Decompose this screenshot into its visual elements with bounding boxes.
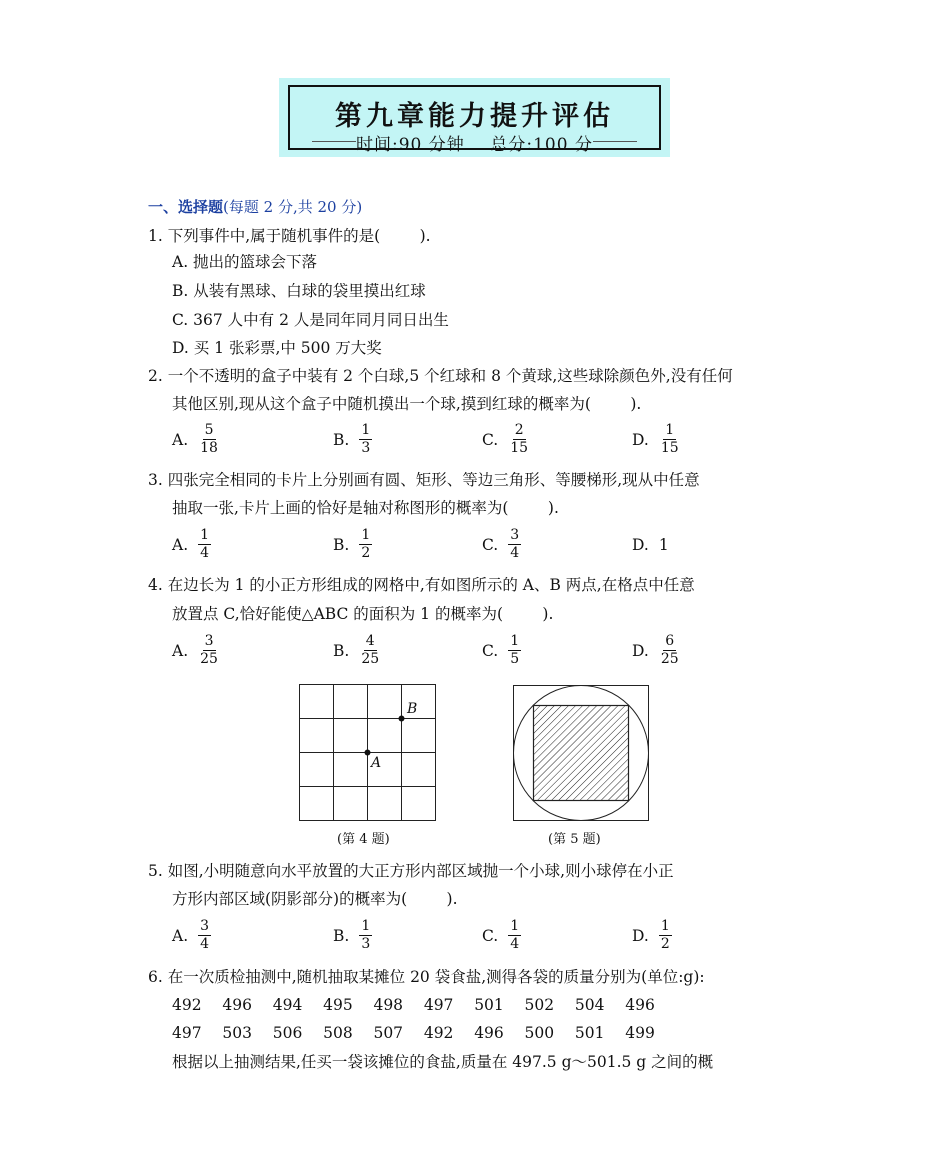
section-heading (148, 196, 362, 217)
question-4-stem-line-1: 4. 在边长为 1 的小正方形组成的网格中,有如图所示的 A、B 两点,在格点中任意 (148, 576, 695, 594)
question-3-stem-line-1: 3. 四张完全相同的卡片上分别画有圆、矩形、等边三角形、等腰梯形,现从中任意 (148, 471, 700, 489)
question-5-option-b: B. $\frac{1}{3}$ (333, 918, 371, 952)
fraction: $\frac{1}{15}$ (660, 422, 679, 456)
point-a-label: A (371, 755, 382, 771)
shaded-square (534, 706, 629, 801)
question-1-stem: 1. 下列事件中,属于随机事件的是( ). (148, 227, 431, 245)
question-3-stem-line-2: 抽取一张,卡片上画的恰好是轴对称图形的概率为( ). (172, 499, 559, 517)
question-5-option-c: C. $\frac{1}{4}$ (482, 918, 520, 952)
fraction: $\frac{3}{25}$ (200, 633, 218, 667)
question-2-stem-line-1: 2. 一个不透明的盒子中装有 2 个白球,5 个红球和 8 个黄球,这些球除颜色外,没有任何 (148, 367, 733, 385)
question-2-stem-line-2: 其他区别,现从这个盒子中随机摸出一个球,摸到红球的概率为( ). (172, 395, 642, 413)
question-6-stem-line-2: 根据以上抽测结果,任买一袋该摊位的食盐,质量在 497.5 g～501.5 g 之间的概 (172, 1053, 714, 1071)
page-subtitle: 时间:90 分钟 总分:100 分 (356, 135, 593, 155)
point-a-dot (365, 750, 371, 756)
fraction: $\frac{1}{2}$ (361, 527, 371, 561)
point-b-dot (399, 716, 405, 722)
question-4-option-b: B. $\frac{4}{25}$ (333, 633, 380, 667)
question-5-stem-line-1: 5. 如图,小明随意向水平放置的大正方形内部区域抛一个小球,则小球停在小正 (148, 862, 674, 880)
fraction: $\frac{1}{4}$ (510, 918, 520, 952)
question-5-stem-line-2: 方形内部区域(阴影部分)的概率为( ). (172, 890, 458, 908)
question-4-option-d: D. $\frac{6}{25}$ (632, 633, 679, 667)
question-2-option-c: C. $\frac{2}{15}$ (482, 422, 529, 456)
fraction: $\frac{6}{25}$ (660, 633, 679, 667)
fraction: $\frac{1}{2}$ (660, 918, 670, 952)
point-b-label: B (407, 701, 418, 717)
question-3-option-d: D. 1 (632, 536, 669, 554)
title-box (288, 85, 661, 155)
question-1-option-b: B. 从装有黑球、白球的袋里摸出红球 (172, 282, 426, 300)
question-3-option-c: C. $\frac{3}{4}$ (482, 527, 520, 561)
question-4-stem-line-2: 放置点 C,恰好能使△ABC 的面积为 1 的概率为( ). (172, 605, 554, 623)
subtitle-right-rule (593, 141, 637, 142)
fraction: $\frac{4}{25}$ (361, 633, 380, 667)
question-2-option-b: B. $\frac{1}{3}$ (333, 422, 371, 456)
fraction: $\frac{1}{3}$ (361, 422, 371, 456)
figure-5-caption: (第 5 题) (548, 832, 601, 847)
question-1-option-a: A. 抛出的篮球会下落 (172, 253, 318, 271)
fraction: $\frac{1}{5}$ (510, 633, 520, 667)
question-4-option-c: C. $\frac{1}{5}$ (482, 633, 520, 667)
fraction: $\frac{1}{4}$ (200, 527, 210, 561)
page-title: 第九章能力提升评估 (335, 101, 614, 132)
grid-figure (296, 681, 440, 825)
question-3-option-b: B. $\frac{1}{2}$ (333, 527, 371, 561)
question-1-option-c: C. 367 人中有 2 人是同年同月同日出生 (172, 311, 449, 329)
question-3-option-a: A. $\frac{1}{4}$ (172, 527, 210, 561)
title-banner (279, 78, 670, 157)
question-6-data-row-2: 497 503 506 508 507 492 496 500 501 499 (172, 1024, 655, 1042)
question-4-option-a: A. $\frac{3}{25}$ (172, 633, 218, 667)
square-circle-figure (512, 684, 652, 824)
figure-4-caption: (第 4 题) (337, 832, 390, 847)
fraction: $\frac{1}{3}$ (361, 918, 371, 952)
question-5-option-a: A. $\frac{3}{4}$ (172, 918, 210, 952)
fraction: $\frac{3}{4}$ (510, 527, 520, 561)
question-2-option-a: A. $\frac{5}{18}$ (172, 422, 218, 456)
fraction: $\frac{2}{15}$ (510, 422, 529, 456)
question-2-option-d: D. $\frac{1}{15}$ (632, 422, 679, 456)
question-6-stem-line-1: 6. 在一次质检抽测中,随机抽取某摊位 20 袋食盐,测得各袋的质量分别为(单位:g): (148, 968, 705, 986)
question-1-option-d: D. 买 1 张彩票,中 500 万大奖 (172, 339, 382, 357)
question-6-data-row-1: 492 496 494 495 498 497 501 502 504 496 (172, 996, 655, 1014)
section-note: (每题 2 分,共 20 分) (223, 198, 363, 216)
fraction: $\frac{5}{18}$ (200, 422, 218, 456)
question-5-option-d: D. $\frac{1}{2}$ (632, 918, 670, 952)
fraction: $\frac{3}{4}$ (200, 918, 210, 952)
section-label: 一、选择题 (148, 198, 224, 216)
